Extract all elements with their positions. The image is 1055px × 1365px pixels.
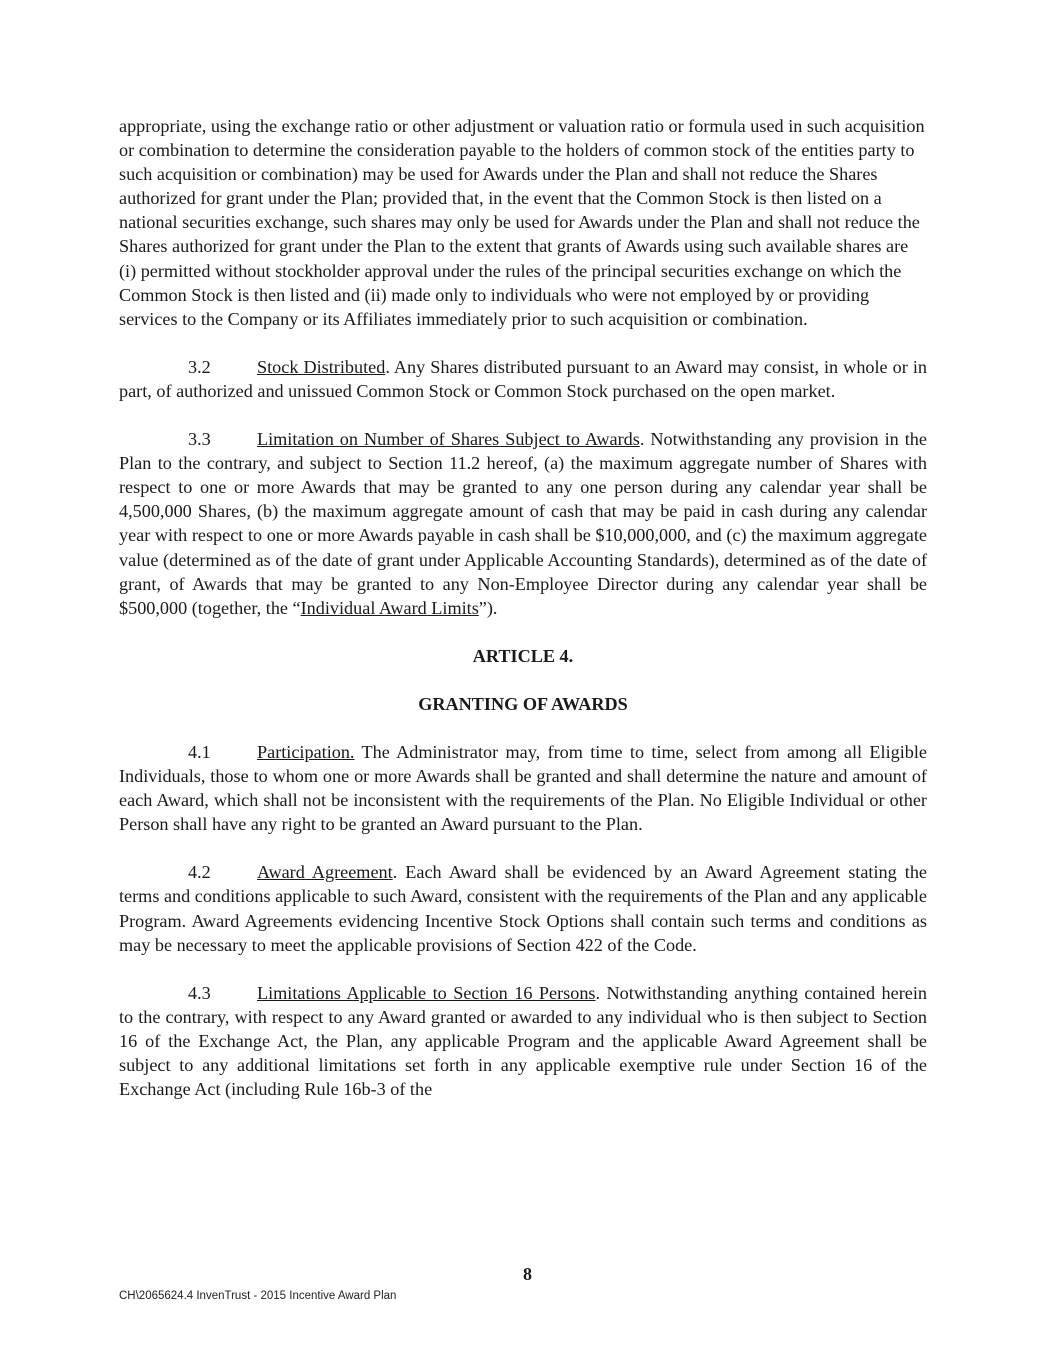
section-text: . Notwithstanding any provision in the Plan to the contrary, and subject to Section 11.2 hereof, (a) the maximum aggregate number of Shares with respect to one or more Awards that may be granted to any one person during any calendar year shall be 4,500,000 Shares, (b) the maximum aggregate amount of cash that may be paid in cash during any calendar year with respect to one or more Awards payable in cash shall be $10,000,000, and (c) the maximum aggregate value (determined as of the date of grant under Applicable Accounting Standards), determined as of the date of grant, of Awards that may be granted to any Non-Employee Director during any calendar year shall be $500,000 (together, the “ xyxy=(119,429,927,618)
section-4-2 xyxy=(119,860,927,956)
section-3-2 xyxy=(119,355,927,403)
defined-term: Individual Award Limits xyxy=(300,597,479,618)
section-text: . Notwithstanding anything contained herein to the contrary, with respect to any Award granted or awarded to any individual who is then subject to Section 16 of the Exchange Act, the Plan, any applicable Program and the applicable Award Agreement shall be subject to any additional limitations set forth in any applicable exemptive rule under Section 16 of the Exchange Act (including Rule 16b-3 of the xyxy=(119,982,928,1100)
section-title: Participation. xyxy=(257,741,355,762)
article-number: ARTICLE 4. xyxy=(472,645,574,666)
section-number: 4.3 xyxy=(188,982,211,1003)
section-text-tail: ”). xyxy=(478,597,498,618)
page-number: 8 xyxy=(523,1264,532,1284)
section-number: 4.1 xyxy=(188,741,211,762)
continuation-paragraph: appropriate, using the exchange ratio or other adjustment or valuation ratio or formula used in such acquisition or combination to determine the consideration payable to the holders of common stock of the entities party to such acquisition or combination) may be used for Awards under the Plan and shall not reduce the Shares authorized for grant under the Plan; provided that, in the event that the Common Stock is then listed on a national securities exchange, such shares may only be used for Awards under the Plan and shall not reduce the Shares authorized for grant under the Plan to the extent that grants of Awards using such available shares are (i) permitted without stockholder approval under the rules of the principal securities exchange on which the Common Stock is then listed and (ii) made only to individuals who were not employed by or providing services to the Company or its Affiliates immediately prior to such acquisition or combination. xyxy=(119,116,925,329)
document-id: CH\2065624.4 InvenTrust - 2015 Incentive Award Plan xyxy=(119,1290,397,1302)
section-text: . Any Shares distributed pursuant to an Award may consist, in whole or in part, of authorized and unissued Common Stock or Common Stock purchased on the open market. xyxy=(119,356,928,401)
section-text: . Each Award shall be evidenced by an Award Agreement stating the terms and conditions applicable to such Award, consistent with the requirements of the Plan and any applicable Program. Award Agreements evidencing Incentive Stock Options shall contain such terms and conditions as may be necessary to meet the applicable provisions of Section 422 of the Code. xyxy=(119,862,927,955)
section-text: The Administrator may, from time to time, select from among all Eligible Individuals, those to whom one or more Awards shall be granted and shall determine the nature and amount of each Award, which shall not be inconsistent with the requirements of the Plan. No Eligible Individual or other Person shall have any right to be granted an Award pursuant to the Plan. xyxy=(119,741,927,835)
section-title: Award Agreement xyxy=(257,862,393,883)
section-title: Limitation on Number of Shares Subject to Awards xyxy=(257,429,640,450)
section-4-3 xyxy=(119,981,927,1101)
section-number: 3.2 xyxy=(188,356,211,377)
section-number: 4.2 xyxy=(188,862,211,883)
section-number: 3.3 xyxy=(188,429,211,450)
section-4-1 xyxy=(119,740,927,836)
section-title: Limitations Applicable to Section 16 Persons xyxy=(257,982,596,1003)
section-3-3 xyxy=(119,427,927,620)
section-title: Stock Distributed xyxy=(257,356,386,377)
article-title: GRANTING OF AWARDS xyxy=(418,693,628,714)
